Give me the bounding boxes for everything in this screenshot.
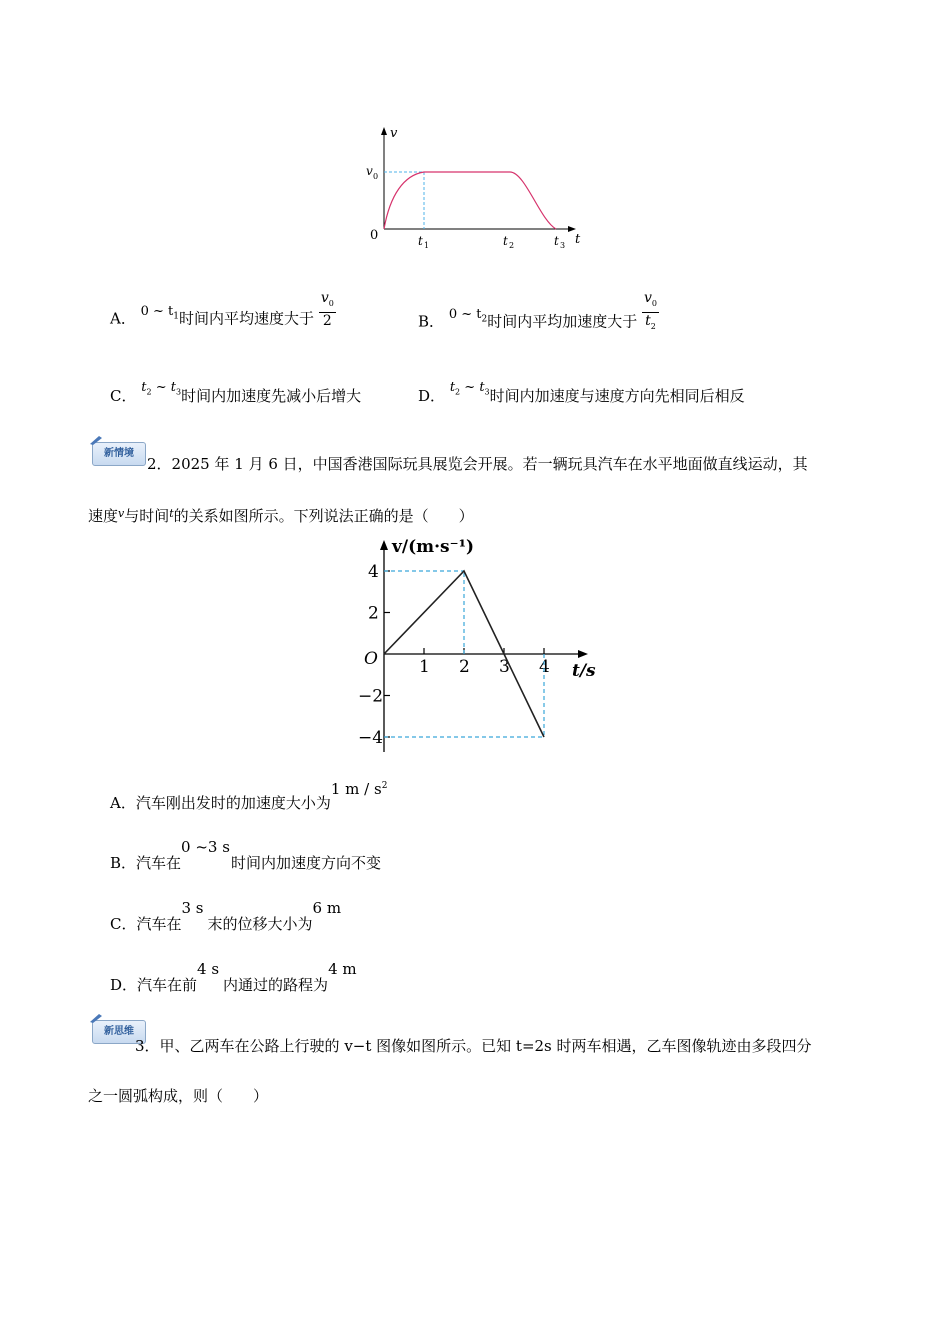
x-tick-label-4: 4 (539, 657, 550, 677)
q1-a-range: 0 ~ $t_1$ (140, 304, 180, 322)
q2-c-math2: 6 m (312, 899, 342, 917)
q1-c-text: 时间内加速度先减小后增大 (181, 387, 362, 405)
x-tick-label-3: 3 (499, 657, 510, 677)
q1-option-c[interactable] (110, 380, 362, 407)
pen-icon (89, 1013, 103, 1023)
g1-t2-sub: 2 (509, 241, 515, 250)
q2-d-letter: D． (110, 976, 138, 994)
q2-d-text-a: 汽车在前 (137, 976, 198, 994)
q2-stem-line1: 2．2025 年 1 月 6 日，中国香港国际玩具展览会开展。若一辆玩具汽车在水平地面做直线运动，其 (147, 455, 808, 473)
y-tick-label-−2: −2 (358, 686, 384, 707)
q1-b-range: 0 ~ $t_2$ (448, 307, 488, 325)
c2-y-arrow (380, 540, 388, 550)
q1-b-text: 时间内平均加速度大于 (487, 312, 638, 331)
g1-v0: v (366, 164, 373, 178)
g1-t1-sub: 1 (424, 241, 430, 250)
c2-x-label: t/s (572, 661, 596, 681)
q2-stem-line2: 速度$^v$与时间$^t$的关系如图所示。下列说法正确的是（ ） (88, 507, 474, 525)
q1-a-fraction: $\frac{v_0}{2}$ (320, 290, 334, 329)
vt-graph-1 (360, 125, 590, 255)
g1-t2: t (503, 234, 508, 248)
q1-option-a[interactable] (110, 290, 336, 339)
q2-badge: 新情境 (92, 442, 146, 466)
q1-option-d[interactable] (418, 380, 745, 407)
g1-t3-sub: 3 (560, 241, 566, 250)
q2-option-c[interactable] (110, 899, 342, 934)
q1-b-fraction: $\frac{v_0}{t_2}$ (644, 290, 658, 331)
q2-c-math: 3 s (181, 899, 204, 917)
y-tick-label-2: 2 (368, 603, 379, 624)
q2-b-text-b: 时间内加速度方向不变 (231, 854, 382, 872)
q2-a-math: 1 m / $s^2$ (330, 780, 388, 798)
c2-x-arrow (578, 650, 588, 658)
q3-stem-line1: 3．甲、乙两车在公路上行驶的 v−t 图像如图所示。已知 t=2s 时两车相遇，乙车图像轨迹由多段四分 (135, 1037, 812, 1055)
x-tick-label-2: 2 (459, 657, 470, 677)
q1-c-letter: C． (110, 387, 137, 405)
q2-option-a[interactable] (110, 780, 388, 813)
q2-option-b[interactable] (110, 838, 382, 873)
q3-badge: 新思维 (92, 1020, 146, 1044)
g1-origin: 0 (370, 228, 379, 243)
q2-c-letter: C． (110, 915, 137, 933)
q1-d-text: 时间内加速度与速度方向先相同后相反 (489, 387, 745, 405)
c2-origin: O (364, 649, 378, 669)
q3-stem-line2: 之一圆弧构成，则（ ） (88, 1087, 269, 1105)
q2-b-text-a: 汽车在 (136, 854, 182, 872)
pen-icon (89, 435, 103, 445)
g1-t3: t (554, 234, 559, 248)
g1-y-arrow (381, 127, 387, 135)
q1-d-letter: D． (418, 387, 446, 405)
g1-y-label: v (390, 126, 398, 141)
q1-d-range: $t_2$ ~ $t_3$ (449, 380, 490, 397)
q2-b-letter: B． (110, 854, 137, 872)
q2-d-math2: 4 m (328, 960, 357, 978)
q2-b-math: 0 ~3 s (181, 838, 230, 856)
q2-d-text-b: 内通过的路程为 (223, 976, 329, 994)
x-tick-label-1: 1 (419, 657, 430, 677)
q1-option-b[interactable] (418, 290, 659, 345)
q2-a-text: 汽车刚出发时的加速度大小为 (135, 794, 331, 812)
g1-t1: t (418, 234, 423, 248)
y-tick-label-−4: −4 (358, 728, 384, 748)
g1-curve (384, 172, 556, 229)
q2-a-letter: A． (110, 794, 136, 812)
q2-c-text-b: 末的位移大小为 (207, 915, 313, 933)
g1-x-label: t (575, 232, 581, 247)
q2-c-text-a: 汽车在 (136, 915, 182, 933)
g1-v0-sub: 0 (373, 172, 379, 181)
q2-d-math: 4 s (197, 960, 220, 978)
vt-chart-2 (340, 530, 610, 760)
q2-option-d[interactable] (110, 960, 357, 995)
q1-c-range: $t_2$ ~ $t_3$ (141, 380, 182, 397)
q1-b-letter: B． (418, 312, 445, 331)
q1-a-text: 时间内平均速度大于 (179, 309, 315, 328)
y-tick-label-4: 4 (368, 562, 379, 582)
q1-a-letter: A． (110, 309, 136, 328)
c2-y-label: v/(m·s⁻¹) (392, 537, 475, 557)
